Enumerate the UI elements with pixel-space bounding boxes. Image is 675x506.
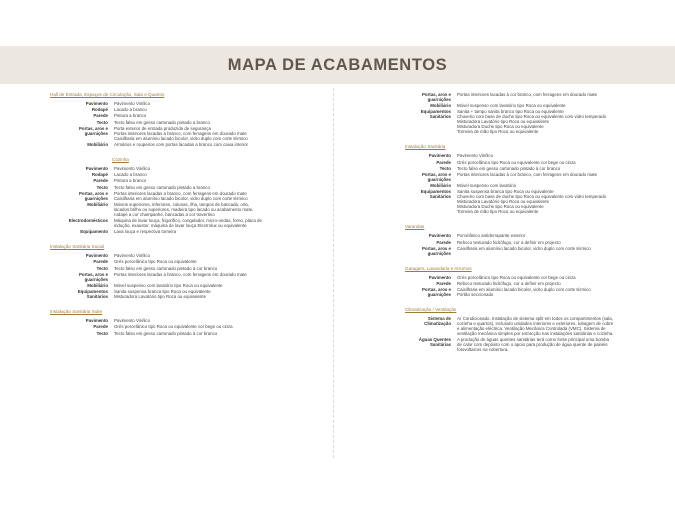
finish-label: Parede: [436, 159, 451, 165]
finish-label: Equipamento: [80, 229, 108, 235]
section-title: Cozinha: [112, 156, 129, 162]
finish-row: [393, 160, 658, 165]
finish-section: [393, 92, 658, 134]
finish-row: [393, 275, 658, 280]
section-title: Hall de Entrada, Espaços de Circulação, Sala e Quartos: [50, 92, 165, 97]
title-band: [0, 46, 675, 84]
finish-section: [50, 92, 320, 147]
finish-label: Rodapé: [91, 172, 108, 178]
finish-value: Reboco texturado hidrófugo, cor a definir em projecto: [457, 280, 561, 286]
finish-value: Reboco texturado hidrófugo, cor a definir em projecto: [457, 239, 561, 245]
finish-label: Portas, aros e guarnições: [78, 190, 108, 201]
finish-section: [50, 157, 320, 234]
finish-row: [393, 189, 658, 214]
finish-label: Portas, aros e guarnições: [421, 171, 451, 182]
finish-row: [50, 101, 320, 106]
finish-row: [393, 316, 658, 336]
finish-row: [50, 172, 320, 177]
finish-row: [393, 337, 658, 352]
finish-row: [50, 324, 320, 329]
finish-label: Mobiliário: [87, 201, 108, 207]
finish-row: [50, 166, 320, 171]
finish-value: Portas interiores lacadas à cor branco, com ferragens em dourado mate: [457, 171, 598, 177]
finish-row: [50, 289, 320, 299]
finish-section: [50, 244, 320, 299]
finish-value: Armários e roupeiros com portas lacadas a branco com caixa interior: [114, 141, 248, 147]
left-column: [50, 92, 320, 346]
finish-value: A produção de águas quentes sanitárias terá como fonte principal uma bomba de calor com depósito com o apoio para produção de água quente de painéis fotovoltaicos na cobertura.: [457, 337, 610, 353]
finish-section: [393, 224, 658, 255]
finish-label: Parede: [436, 280, 451, 286]
finish-row: [50, 191, 320, 201]
section-title: Instalação Sanitária: [405, 144, 446, 150]
finish-label: Portas, aros e guarnições: [421, 92, 451, 102]
section-title: Varandas: [405, 224, 425, 230]
finish-value: Grés porcelânico tipo Roca ou equivalente cor bege ou cinza: [457, 274, 576, 280]
finish-value: Lacado a branco: [114, 107, 147, 113]
finish-row: [393, 240, 658, 245]
finish-label: Tecto: [96, 119, 108, 125]
finish-label: Pavimento: [85, 318, 108, 324]
finish-row: [393, 246, 658, 256]
finish-section: [50, 309, 320, 335]
finish-row: [50, 331, 320, 336]
finish-value: Sanita + tampo sanita branco tipo Roca ou equivalente Chuveiro com base de duche tipo Roca ou equivalente com vidro temperado Misturadora Lavatório tipo Roca ou equivalente Misturadora Duche tipo Roca ou equivalente Torneira de mão tipo Roca ou equivalente: [457, 109, 607, 135]
finish-value: Pavimento Vinílico: [114, 253, 151, 259]
finish-label: Tecto: [439, 165, 451, 171]
finish-row: [50, 283, 320, 288]
finish-value: Caixilharia em alumínio lacado bicolor, vidro duplo com corte térmico: [457, 245, 591, 251]
finish-row: [393, 109, 658, 134]
finish-row: [393, 233, 658, 238]
finish-row: [50, 229, 320, 234]
finish-label: Pavimento: [85, 165, 108, 171]
finish-label: Sistema de Climatização: [424, 316, 451, 327]
finish-row: [393, 172, 658, 182]
finish-value: Grés porcelânico tipo Roca ou equivalente cor bege ou cinza: [114, 324, 233, 330]
finish-row: [50, 218, 320, 228]
finish-label: Equipamentos Sanitários: [420, 109, 451, 120]
finish-label: Equipamentos Sanitários: [420, 189, 451, 200]
finish-value: Pavimento Vinílico: [114, 101, 151, 106]
finish-row: [50, 113, 320, 118]
finish-value: Lava louça e respectiva torneira: [114, 229, 177, 235]
section-title: Garagem, Lavandaria e Arrumos: [405, 265, 472, 271]
finish-row: [393, 166, 658, 171]
finish-row: [50, 253, 320, 258]
finish-value: Pintura a branco: [114, 113, 147, 119]
finish-label: Pavimento: [428, 274, 451, 280]
finish-label: Portas, aros e guarnições: [421, 245, 451, 256]
finish-label: Águas Quentes Sanitárias: [418, 337, 451, 348]
page-title: MAPA DE ACABAMENTOS: [227, 56, 448, 74]
finish-value: Portas interiores lacadas à cor branco, com ferragens em dourado mate: [457, 92, 598, 97]
finish-row: [393, 103, 658, 108]
finish-label: Parede: [93, 259, 108, 265]
finish-value: Porta exterior de entrada produzida de segurança Portas interiores lacadas a branco, com ferragens em dourado mate Caixilharia em alumínio lacado bicolor, vidro duplo com corte térmico: [114, 125, 248, 141]
finish-value: Sanita suspensa branca tipo Roca ou equivalente Chuveiro com base de duche tipo Roca ou equivalente com vidro temperado Misturadora Lavatório tipo Roca ou equivalente Misturadora Duche tipo Roca ou equivalente Torneira de mão tipo Roca ou equivalente: [457, 189, 607, 215]
finish-value: Grés porcelânico tipo Roca ou equivalente cor bege ou cinza: [457, 159, 576, 165]
finish-row: [50, 142, 320, 147]
column-divider: [333, 88, 334, 458]
finish-section: [393, 307, 658, 352]
finish-value: Tecto falso em gesso cartonado pintado a branco: [114, 119, 210, 125]
finish-label: Mobiliário: [87, 283, 108, 288]
finish-label: Mobiliário: [430, 183, 451, 189]
finish-row: [50, 202, 320, 217]
finish-value: Móvel suspenso com lavatório tipo Roca ou equivalente: [114, 283, 223, 288]
finish-value: Lacado a branco: [114, 172, 147, 178]
finish-label: Rodapé: [91, 107, 108, 113]
section-title: Instalação Sanitária Suite: [50, 309, 103, 315]
finish-label: Tecto: [96, 265, 108, 271]
finish-label: Portas, aros e guarnições: [78, 271, 108, 282]
finish-value: Pintura a branco: [114, 178, 147, 184]
finish-value: Tecto falso em gesso cartonado pintado à cor branco: [114, 330, 218, 336]
finish-label: Electrodomésticos: [68, 218, 108, 224]
finish-value: Caixilharia em alumínio lacado bicolor, vidro duplo com corte térmico Portão seccionado: [457, 287, 591, 298]
finish-value: Ar Condicionado. Instalação de sistema split em todos os compartimentos (sala, cozinha e quartos), incluindo unidades interiores e exteriores, tubagem de cobre e alimentação eléctrica. Ventilação Mecânica Controlada (VMC). Sistema de ventilação mecânica simples por extracção nas instalações sanitárias e cozinha.: [457, 316, 614, 337]
finish-label: Tecto: [96, 184, 108, 190]
finish-row: [50, 126, 320, 141]
finish-section: [393, 266, 658, 297]
finish-row: [393, 287, 658, 297]
finish-label: Portas, aros e guarnições: [421, 287, 451, 298]
finish-row: [50, 178, 320, 183]
finish-label: Pavimento: [428, 153, 451, 159]
finish-row: [50, 272, 320, 282]
finish-value: Tecto falso em gesso cartonado pintado à cor branco: [114, 265, 218, 271]
finish-value: Pavimento Vinílico: [457, 153, 494, 159]
finish-label: Parede: [93, 113, 108, 119]
finish-label: Pavimento: [428, 233, 451, 239]
finish-label: Parede: [93, 178, 108, 184]
finish-value: Porcelânico antiderrapante exterior: [457, 233, 526, 239]
finish-row: [50, 318, 320, 323]
finish-label: Tecto: [96, 330, 108, 336]
finish-value: Tecto falso em gesso cartonado pintado à cor branco: [457, 165, 561, 171]
finish-label: Pavimento: [85, 101, 108, 106]
finish-label: Pavimento: [85, 253, 108, 259]
finish-value: Grés porcelânico tipo Roca ou equivalente: [114, 259, 197, 265]
finish-value: Tecto falso em gesso cartonado pintado a branco: [114, 184, 210, 190]
finish-value: Sanita suspensa branca tipo Roca ou equivalente Misturadora Lavatório tipo Roca ou equivalente: [114, 289, 211, 300]
finish-row: [50, 266, 320, 271]
finish-value: Portas interiores lacadas a branco, com ferragens em dourado mate Caixilharia em alumínio lacado bicolor, vidro duplo com corte térmico: [114, 190, 248, 201]
finish-value: Móveis superiores, inferiores, colunas, ilha, tampos de bancada, orla, lacados brilho ou superiores, madeira tipo lacado ou acabamento mate, rodapé a cor champanhe, bancadas a cor travertino: [114, 201, 254, 217]
right-column: [393, 92, 658, 362]
finish-value: Pavimento Vinílico: [114, 165, 151, 171]
finish-label: Mobiliário: [430, 103, 451, 109]
finish-row: [50, 107, 320, 112]
finish-label: Parede: [436, 239, 451, 245]
finish-label: Parede: [93, 324, 108, 330]
finish-label: Portas, aros e guarnições: [78, 125, 108, 136]
finish-value: Móvel suspenso com lavatório tipo Roca ou equivalente: [457, 103, 566, 109]
finish-value: Portas interiores lacadas a branco, com ferragens em dourado mate: [114, 271, 247, 277]
finish-section: [393, 144, 658, 214]
finish-row: [50, 185, 320, 190]
finish-label: Mobiliário: [87, 141, 108, 147]
finish-value: Pavimento Vinílico: [114, 318, 151, 324]
section-title: Instalação Sanitária Social: [50, 244, 105, 250]
finish-row: [393, 281, 658, 286]
finish-label: Equipamentos Sanitários: [77, 289, 108, 300]
finish-row: [50, 120, 320, 125]
finish-row: [393, 92, 658, 102]
finish-value: Móvel suspenso com lavatório: [457, 183, 517, 189]
finish-row: [393, 183, 658, 188]
finish-row: [393, 153, 658, 158]
section-title: Climatização / Ventilação: [405, 307, 457, 313]
finish-value: Máquina de lavar louça, frigorífico, congelador, micro-ondas, forno, placa de indução, exaustor, máquina de lavar louça Electrolux ou equivalente: [114, 218, 262, 229]
finish-row: [50, 259, 320, 264]
